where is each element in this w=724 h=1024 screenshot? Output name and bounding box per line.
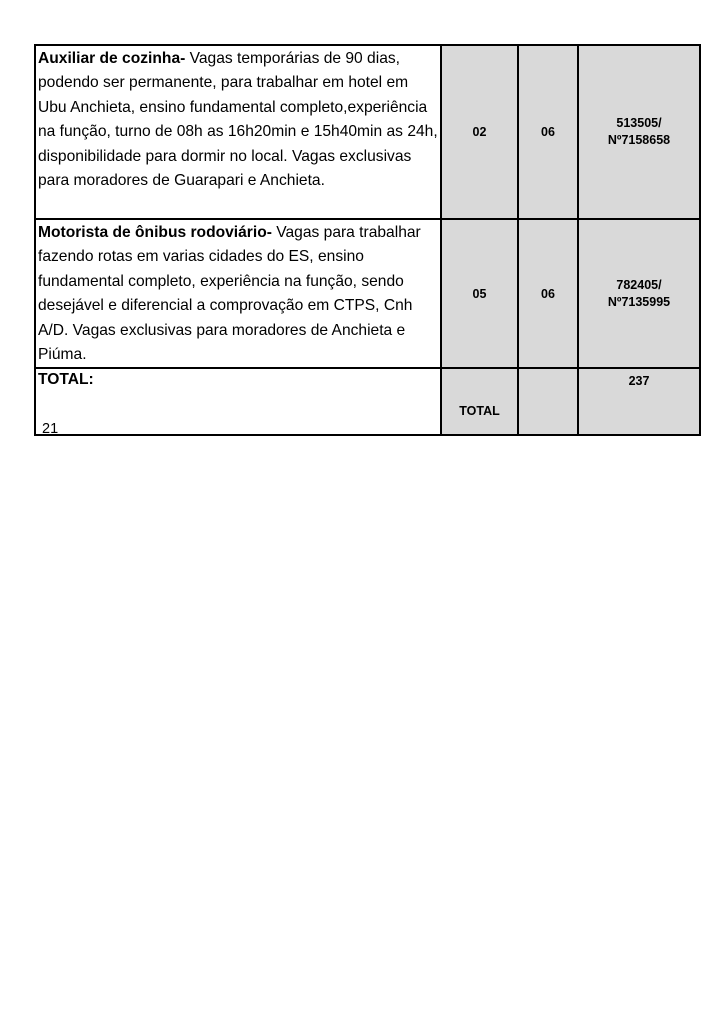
job-code-cell [578, 45, 700, 219]
job-description: Vagas para trabalhar fazendo rotas em varias cidades do ES, ensino fundamental completo, experiência na função, sendo desejável e diferencial a comprovação em CTPS, Cnh A/D. Vagas exclusivas para moradores de Anchieta e Piúma. [38, 224, 421, 364]
job-code-line1: 513505/ [616, 116, 662, 130]
vacancy-count-cell: 02 [441, 45, 518, 219]
job-code-cell [578, 219, 700, 368]
job-title: Motorista de ônibus rodoviário- [38, 224, 272, 241]
table-row [35, 45, 700, 219]
job-description-cell [35, 45, 441, 219]
job-code-line2: Nº7158658 [607, 133, 671, 147]
job-description: Vagas temporárias de 90 dias, podendo ser permanente, para trabalhar em hotel em Ubu Anchieta, ensino fundamental completo,experiência na função, turno de 08h as 16h20min e 15h40min as 24h, disponibilidade para dormir no local. Vagas exclusivas para moradores de Guarapari e Anchieta. [38, 50, 438, 190]
job-vacancies-table [34, 44, 701, 436]
table-row [35, 219, 700, 368]
total-value: 237 [578, 368, 700, 435]
page-number: 21 [42, 421, 59, 437]
job-code-line1: 782405/ [616, 277, 662, 292]
total-row [35, 368, 700, 435]
job-code-line2: Nº7135995 [607, 294, 671, 309]
total-empty-cell [518, 368, 578, 435]
secondary-number-cell: 06 [518, 219, 578, 368]
total-label: TOTAL: [35, 368, 441, 435]
total-cell-label: TOTAL [441, 368, 518, 435]
vacancy-count-cell: 05 [441, 219, 518, 368]
secondary-number-cell: 06 [518, 45, 578, 219]
job-title: Auxiliar de cozinha- [38, 50, 186, 67]
job-description-cell [35, 219, 441, 368]
